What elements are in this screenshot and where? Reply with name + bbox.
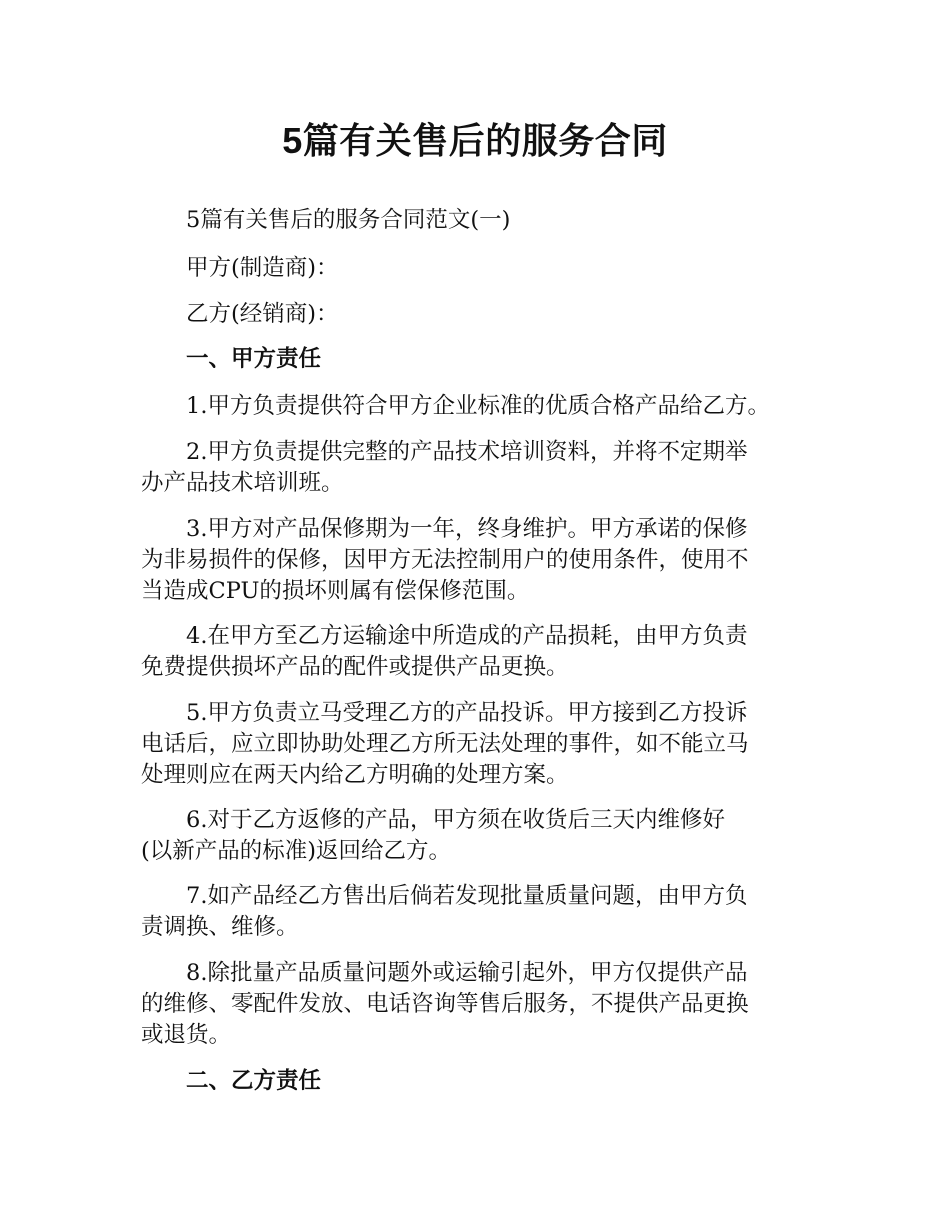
clause-line: 8.除批量产品质量问题外或运输引起外，甲方仅提供产品 — [186, 960, 748, 986]
clause-line: 处理则应在两天内给乙方明确的处理方案。 — [141, 762, 569, 788]
clause-7 — [141, 881, 831, 943]
document-subtitle: 5篇有关售后的服务合同范文(一) — [186, 207, 511, 233]
clause-2 — [141, 437, 831, 499]
document-title: 5篇有关售后的服务合同 — [282, 120, 668, 161]
clause-line: 2.甲方负责提供完整的产品技术培训资料，并将不定期举 — [186, 439, 748, 465]
clause-line: (以新产品的标准)返回给乙方。 — [141, 838, 452, 864]
clause-line: 1.甲方负责提供符合甲方企业标准的优质合格产品给乙方。 — [186, 393, 770, 419]
clause-6 — [141, 805, 831, 867]
clause-line: 责调换、维修。 — [141, 914, 299, 940]
clause-line: 办产品技术培训班。 — [141, 470, 344, 496]
clause-line: 为非易损件的保修，因甲方无法控制用户的使用条件，使用不 — [141, 547, 749, 573]
clause-3 — [141, 514, 831, 607]
clause-line: 7.如产品经乙方售出后倘若发现批量质量问题，由甲方负 — [186, 883, 748, 909]
clause-line: 当造成CPU的损坏则属有偿保修范围。 — [141, 578, 530, 604]
party-b-line: 乙方(经销商)： — [186, 301, 339, 327]
section-heading-party-b-duties: 二、乙方责任 — [186, 1068, 322, 1094]
clause-5 — [141, 698, 831, 791]
clause-line: 电话后，应立即协助处理乙方所无法处理的事件，如不能立马 — [141, 731, 749, 757]
clause-8 — [141, 958, 831, 1051]
clause-line: 6.对于乙方返修的产品，甲方须在收货后三天内维修好 — [186, 807, 725, 833]
section-heading-party-a-duties: 一、甲方责任 — [186, 346, 322, 372]
clause-line: 3.甲方对产品保修期为一年，终身维护。甲方承诺的保修 — [186, 516, 748, 542]
clause-line: 5.甲方负责立马受理乙方的产品投诉。甲方接到乙方投诉 — [186, 700, 748, 726]
clause-1 — [141, 391, 831, 422]
party-a-line: 甲方(制造商)： — [186, 255, 339, 281]
clause-line: 免费提供损坏产品的配件或提供产品更换。 — [141, 654, 569, 680]
clause-line: 的维修、零配件发放、电话咨询等售后服务，不提供产品更换 — [141, 991, 749, 1017]
clause-4 — [141, 621, 831, 683]
clause-line: 4.在甲方至乙方运输途中所造成的产品损耗，由甲方负责 — [186, 623, 748, 649]
clause-line: 或退货。 — [141, 1022, 232, 1048]
